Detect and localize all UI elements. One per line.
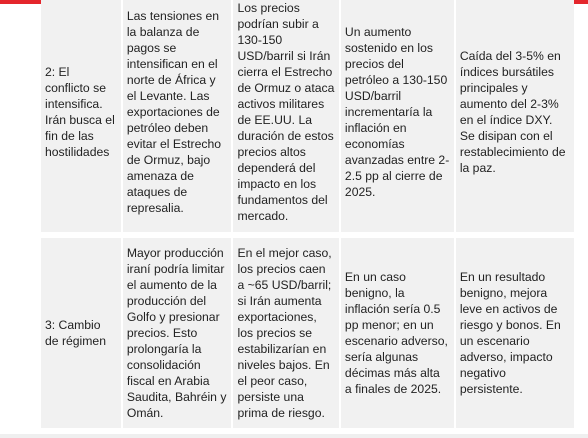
table-cell: Las tensiones en la balanza de pagos se intensifican en el norte de África y el Levante. Las exportaciones de petróleo deben evitar el Estrecho de Ormuz, bajo amenaza de ataques de represalia. — [122, 0, 233, 235]
scenario-cell: 2: El conflicto se intensifica. Irán busca el fin de las hostilidades — [41, 0, 122, 235]
table-row — [41, 0, 574, 235]
next-row-band — [0, 434, 588, 438]
table-cell: Mayor producción iraní podría limitar el aumento de la producción del Golfo y presionar precios. Esto prolongaría la consolidación fiscal en Arabia Saudita, Bahréin y Omán. — [122, 235, 233, 428]
table-cell: En un caso benigno, la inflación sería 0.5 pp menor; en un escenario adverso, sería algunas décimas más alta a finales de 2025. — [340, 235, 455, 428]
table-cell: En un resultado benigno, mejora leve en activos de riesgo y bonos. En un escenario adverso, impacto negativo persistente. — [455, 235, 574, 428]
table-cell: Un aumento sostenido en los precios del petróleo a 130-150 USD/barril incrementaría la inflación en economías avanzadas entre 2-2.5 pp al cierre de 2025. — [340, 0, 455, 235]
table-cell: En el mejor caso, los precios caen a ~65 USD/barril; si Irán aumenta exportaciones, los precios se estabilizarían en niveles bajos. En el peor caso, persiste una prima de riesgo. — [232, 235, 339, 428]
table-cell: Los precios podrían subir a 130-150 USD/barril si Irán cierra el Estrecho de Ormuz o ataca activos militares de EE.UU. La duración de estos precios altos dependerá del impacto en los fundamentos del mercado. — [232, 0, 339, 235]
scenario-cell: 3: Cambio de régimen — [41, 235, 122, 428]
table-row — [41, 235, 574, 428]
table-cell: Caída del 3-5% en índices bursátiles principales y aumento del 2-3% en el índice DXY. Se disipan con el restablecimiento de la paz. — [455, 0, 574, 235]
scenario-table — [41, 0, 574, 428]
